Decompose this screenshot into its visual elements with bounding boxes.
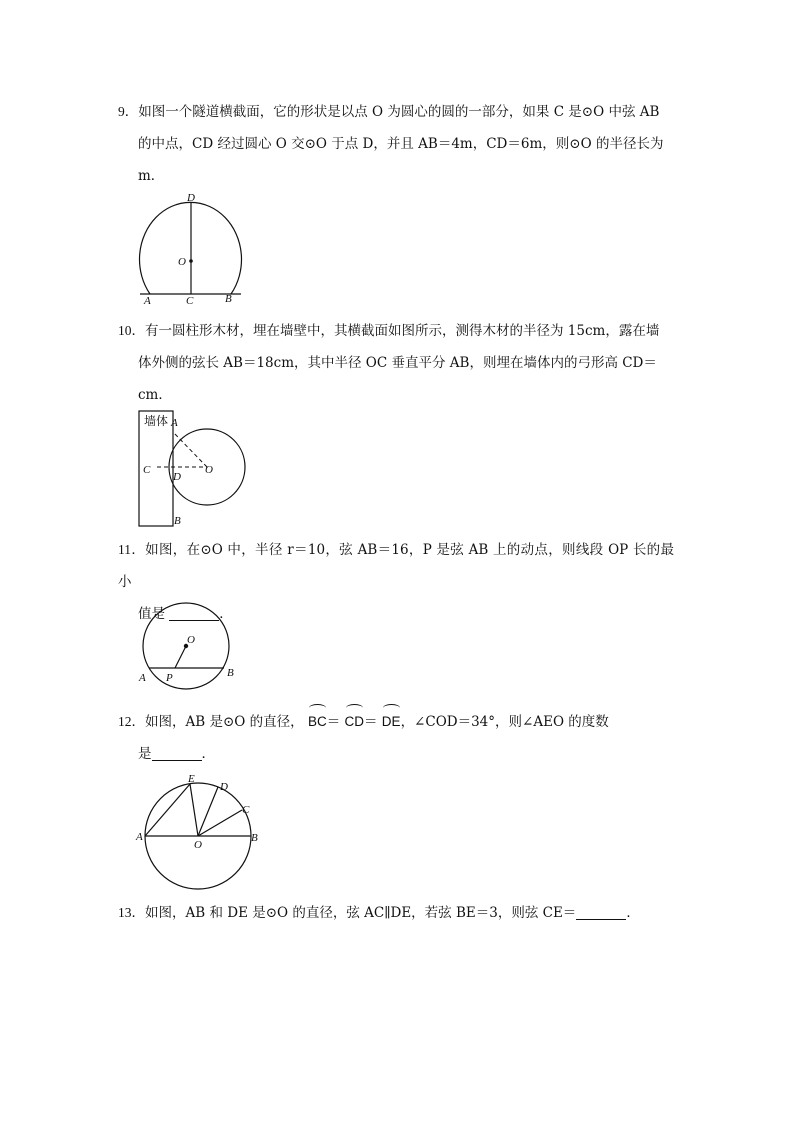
label-o: O bbox=[187, 634, 195, 646]
label-b: B bbox=[174, 515, 181, 527]
arc-bc: BC bbox=[308, 706, 327, 738]
label-d: D bbox=[173, 471, 181, 483]
label-b: B bbox=[227, 667, 234, 679]
center-dot bbox=[189, 259, 193, 263]
tunnel-figure bbox=[130, 192, 260, 308]
answer-blank[interactable] bbox=[576, 906, 626, 921]
question-text-line: cm． bbox=[138, 387, 172, 403]
question-10 bbox=[118, 315, 674, 411]
label-e: E bbox=[188, 773, 195, 785]
question-number: 10． bbox=[118, 323, 145, 338]
diameter-figure bbox=[132, 773, 267, 891]
arc-cd: CD bbox=[345, 706, 365, 738]
wall-label: 墙体 bbox=[144, 414, 169, 428]
arc-de: DE bbox=[382, 706, 401, 738]
question-number: 13． bbox=[118, 905, 145, 920]
question-text-line: m． bbox=[138, 168, 165, 184]
label-a: A bbox=[171, 417, 178, 429]
question-text-line: 体外侧的弦长 AB＝18cm，其中半径 OC 垂直平分 AB，则埋在墙体内的弓形高 CD＝ bbox=[138, 355, 657, 371]
label-d: D bbox=[220, 781, 228, 793]
answer-blank[interactable] bbox=[152, 747, 202, 762]
label-c: C bbox=[242, 804, 250, 816]
label-p: P bbox=[166, 672, 173, 684]
radius-oc bbox=[198, 810, 242, 836]
label-b: B bbox=[251, 832, 258, 844]
segment-op bbox=[175, 646, 186, 668]
question-11: 11．如图，在⊙O 中，半径 r＝10，弦 AB＝16，P 是弦 AB 上的动点，则线段 OP 长的最小 值是 ． bbox=[118, 542, 675, 622]
question-9 bbox=[118, 96, 674, 192]
radius-oa bbox=[173, 432, 207, 467]
question-text-line: 的中点，CD 经过圆心 O 交⊙O 于点 D，并且 AB＝4m，CD＝6m，则⊙O 的半径长为 bbox=[138, 136, 664, 152]
question-number: 9． bbox=[118, 104, 139, 119]
wall-log-figure bbox=[135, 408, 250, 530]
label-c: C bbox=[143, 464, 151, 476]
question-13: 13．如图，AB 和 DE 是⊙O 的直径，弦 AC∥DE，若弦 BE＝3，则弦 CE＝ ． bbox=[118, 905, 640, 921]
question-number: 12． bbox=[118, 714, 145, 729]
label-o: O bbox=[194, 839, 202, 851]
question-text-line: 如图，在⊙O 中，半径 r＝10，弦 AB＝16，P 是弦 AB 上的动点，则线段 OP 长的最小 bbox=[118, 542, 675, 590]
label-d: D bbox=[187, 192, 195, 204]
question-number: 11． bbox=[118, 542, 146, 557]
label-c: C bbox=[186, 295, 194, 307]
radius-oe bbox=[190, 784, 198, 836]
question-text-line: 如图一个隧道横截面，它的形状是以点 O 为圆心的圆的一部分，如果 C 是⊙O 中弦 AB bbox=[138, 104, 660, 120]
label-b: B bbox=[225, 293, 232, 305]
label-o: O bbox=[178, 256, 186, 268]
label-a: A bbox=[144, 295, 151, 307]
question-text-line: 值是 bbox=[138, 606, 165, 622]
label-o: O bbox=[205, 464, 213, 476]
label-a: A bbox=[136, 831, 143, 843]
radius-od bbox=[198, 787, 218, 836]
question-text-line: 有一圆柱形木材，埋在墙壁中，其横截面如图所示，测得木材的半径为 15cm，露在墙 bbox=[145, 323, 660, 339]
chord-figure bbox=[135, 597, 245, 695]
question-12: 12．如图，AB 是⊙O 的直径， BC＝ CD＝ DE，∠COD＝34°，则∠AEO 的度数 是 ． bbox=[118, 706, 674, 770]
label-a: A bbox=[139, 672, 146, 684]
